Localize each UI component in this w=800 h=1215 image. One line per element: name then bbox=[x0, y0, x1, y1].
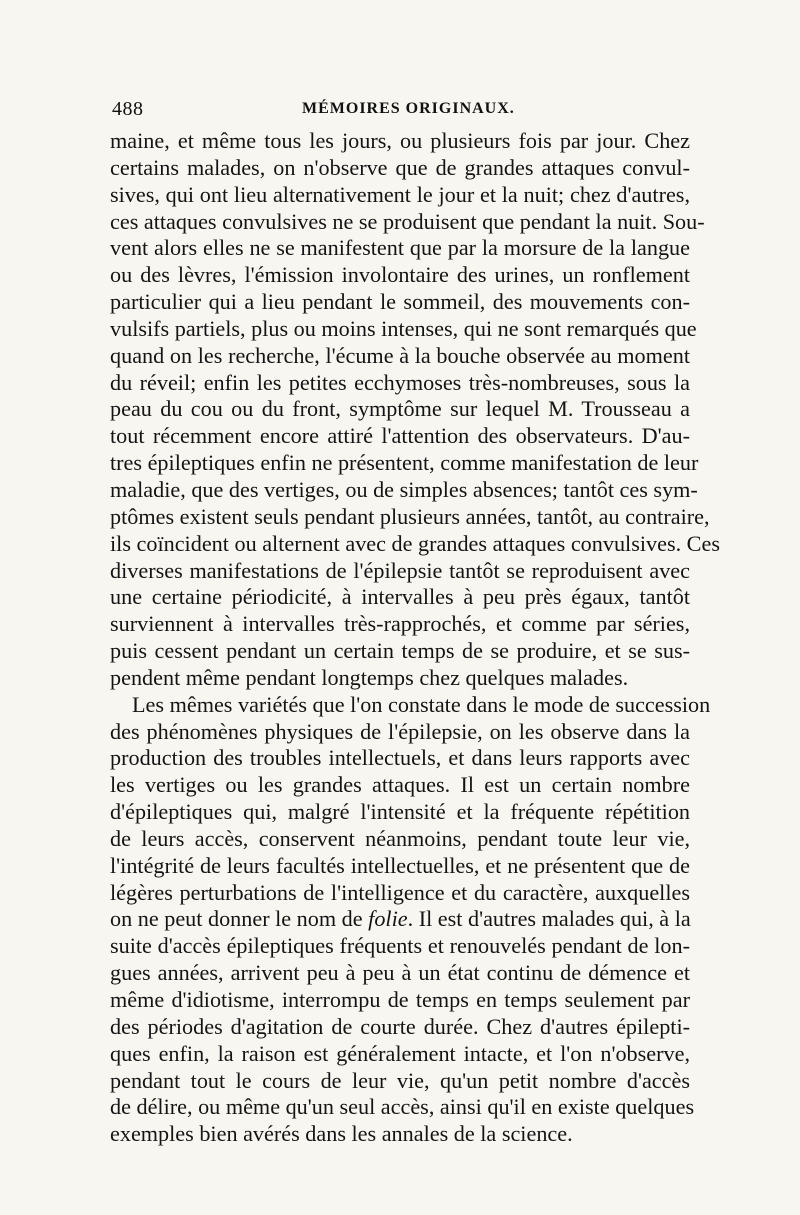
text-line: particulier qui a lieu pendant le sommeil, des mouvements con- bbox=[110, 289, 690, 315]
text-line: de leurs accès, conservent néanmoins, pendant toute leur vie, bbox=[110, 825, 690, 851]
text-line: des périodes d'agitation de courte durée. Chez d'autres épilepti- bbox=[110, 1013, 690, 1039]
text-line: pendent même pendant longtemps chez quelques malades. bbox=[110, 664, 629, 690]
text-line: ils coïncident ou alternent avec de grandes attaques convulsives. Ces bbox=[110, 530, 720, 556]
text-line: gues années, arrivent peu à peu à un état continu de démence et bbox=[110, 960, 690, 986]
text-line: maine, et même tous les jours, ou plusieurs fois par jour. Chez bbox=[110, 128, 690, 153]
text-line: peau du cou ou du front, symptôme sur lequel M. Trousseau a bbox=[110, 396, 690, 422]
text-line: sives, qui ont lieu alternativement le jour et la nuit; chez d'autres, bbox=[110, 181, 690, 207]
text-line: surviennent à intervalles très-rapprochés, et comme par séries, bbox=[110, 611, 690, 637]
page-number: 488 bbox=[112, 98, 144, 120]
text-line: exemples bien avérés dans les annales de la science. bbox=[110, 1121, 573, 1147]
page-header bbox=[112, 98, 690, 124]
text-line: une certaine périodicité, à intervalles à peu près égaux, tantôt bbox=[110, 584, 690, 610]
text-line: production des troubles intellectuels, et dans leurs rapports avec bbox=[110, 745, 690, 771]
text-line: pendant tout le cours de leur vie, qu'un petit nombre d'accès bbox=[110, 1067, 690, 1093]
text-line: d'épileptiques qui, malgré l'intensité et la fréquente répétition bbox=[110, 799, 690, 825]
text-line: on ne peut donner le nom de folie. Il est d'autres malades qui, à la bbox=[110, 906, 691, 932]
text-line: ou des lèvres, l'émission involontaire des urines, un ronflement bbox=[110, 262, 690, 288]
text-line: des phénomènes physiques de l'épilepsie, on les observe dans la bbox=[110, 718, 690, 744]
text-line: légères perturbations de l'intelligence et du caractère, auxquelles bbox=[110, 879, 690, 905]
text-line: tres épileptiques enfin ne présentent, comme manifestation de leur bbox=[110, 450, 699, 476]
text-line: de délire, ou même qu'un seul accès, ainsi qu'il en existe quelques bbox=[110, 1094, 695, 1120]
running-head: MÉMOIRES ORIGINAUX. bbox=[302, 100, 515, 117]
text-line: même d'idiotisme, interrompu de temps en temps seulement par bbox=[110, 987, 690, 1012]
body-text bbox=[110, 128, 720, 1148]
text-line: certains malades, on n'observe que de grandes attaques convul- bbox=[110, 154, 690, 180]
text-line: puis cessent pendant un certain temps de se produire, et se sus- bbox=[110, 638, 690, 664]
text-line: tout récemment encore attiré l'attention des observateurs. D'au- bbox=[110, 423, 690, 449]
text-line: ques enfin, la raison est généralement intacte, et l'on n'observe, bbox=[110, 1040, 690, 1066]
text-line: ptômes existent seuls pendant plusieurs années, tantôt, au contraire, bbox=[110, 503, 710, 529]
text-line: vulsifs partiels, plus ou moins intenses, qui ne sont remarqués que bbox=[110, 315, 697, 341]
text-line: Les mêmes variétés que l'on constate dans le mode de succession bbox=[132, 691, 711, 717]
text-line: l'intégrité de leurs facultés intellectuelles, et ne présentent que de bbox=[110, 852, 690, 878]
text-line: quand on les recherche, l'écume à la bouche observée au moment bbox=[110, 342, 690, 368]
text-line: du réveil; enfin les petites ecchymoses très-nombreuses, sous la bbox=[110, 369, 690, 395]
text-line: diverses manifestations de l'épilepsie tantôt se reproduisent avec bbox=[110, 557, 690, 583]
text-line: les vertiges ou les grandes attaques. Il est un certain nombre bbox=[110, 772, 690, 798]
text-line: suite d'accès épileptiques fréquents et renouvelés pendant de lon- bbox=[110, 933, 690, 959]
text-line: maladie, que des vertiges, ou de simples absences; tantôt ces sym- bbox=[110, 476, 698, 502]
text-line: ces attaques convulsives ne se produisent que pendant la nuit. Sou- bbox=[110, 208, 705, 234]
text-line: vent alors elles ne se manifestent que par la morsure de la langue bbox=[110, 235, 690, 261]
